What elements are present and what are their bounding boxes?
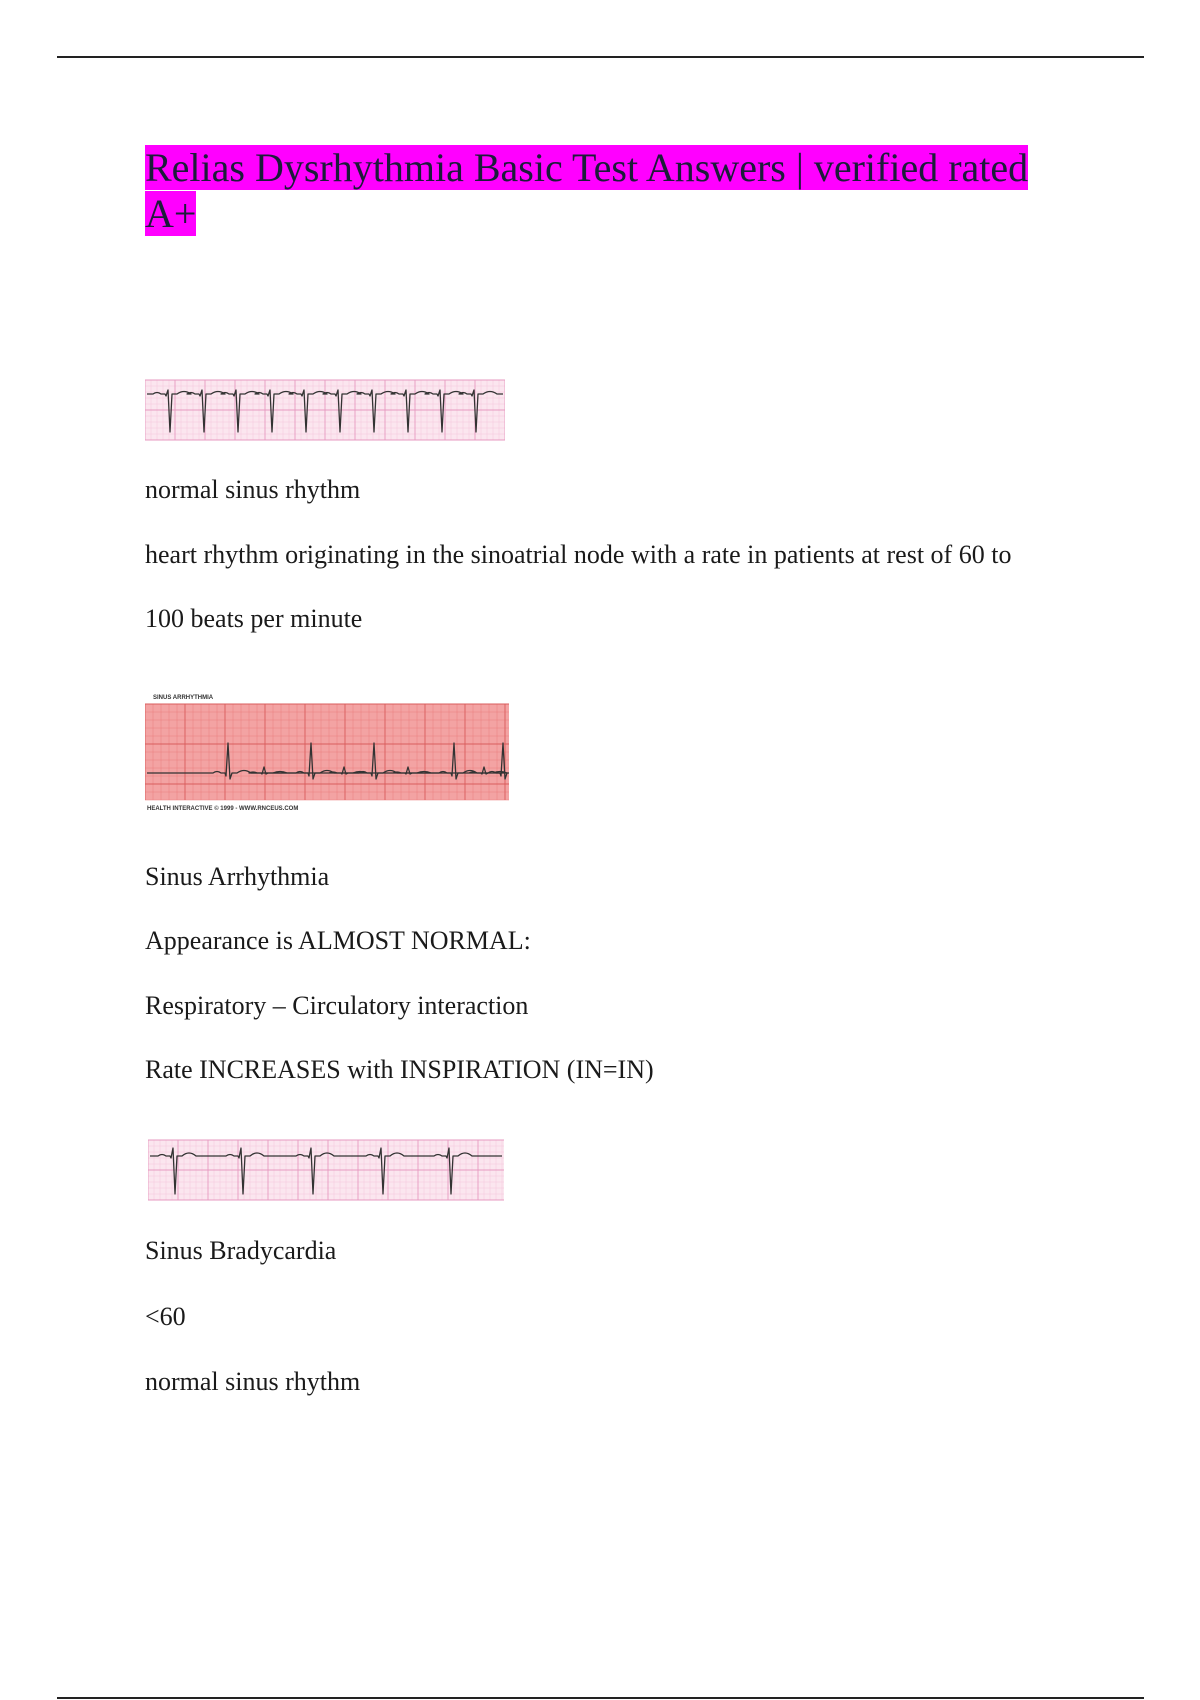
definition-line: Appearance is ALMOST NORMAL: <box>145 926 531 955</box>
definition-line: normal sinus rhythm <box>145 1367 361 1396</box>
definition-line: 100 beats per minute <box>145 604 363 633</box>
bottom-rule <box>57 1697 1144 1699</box>
term-sinus-arrhythmia: Sinus Arrhythmia <box>145 862 330 891</box>
strip-caption-top: SINUS ARRHYTHMIA <box>153 695 214 701</box>
definition-line: Respiratory – Circulatory interaction <box>145 991 529 1020</box>
strip-caption-bottom: HEALTH INTERACTIVE © 1999 - WWW.RNCEUS.COM <box>147 806 299 812</box>
term-sinus-bradycardia: Sinus Bradycardia <box>145 1236 337 1265</box>
definition-line: <60 <box>145 1302 186 1331</box>
definition-line: heart rhythm originating in the sinoatrial node with a rate in patients at rest of 60 to <box>145 540 1012 569</box>
document-title: Relias Dysrhythmia Basic Test Answers | verified rated A+ <box>145 145 1029 236</box>
term-normal-sinus-rhythm: normal sinus rhythm <box>145 475 361 504</box>
top-rule <box>57 56 1144 58</box>
ecg-strip-normal-sinus-rhythm <box>145 378 505 442</box>
definition-line: Rate INCREASES with INSPIRATION (IN=IN) <box>145 1055 654 1084</box>
ecg-strip-sinus-arrhythmia <box>145 690 509 816</box>
ecg-strip-sinus-bradycardia <box>148 1138 504 1202</box>
